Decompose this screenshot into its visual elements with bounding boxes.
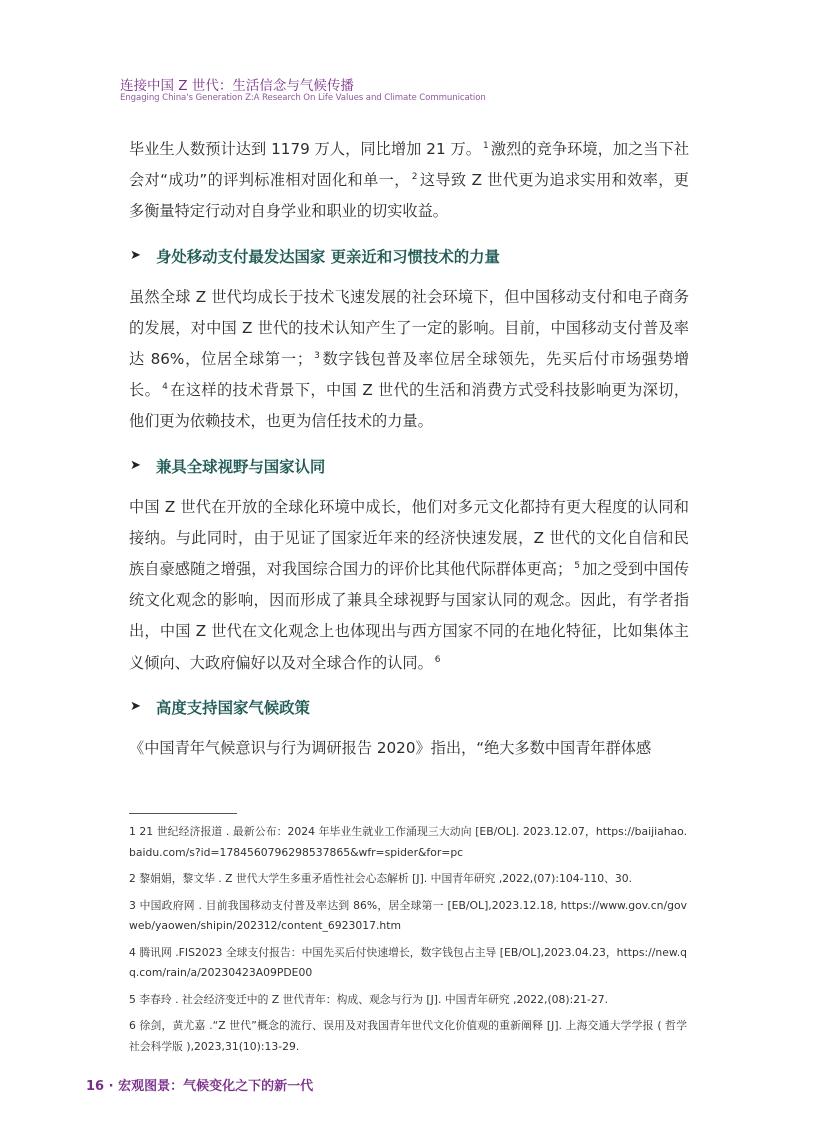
paragraph-text: 毕业生人数预计达到 1179 万人，同比增加 21 万。 [129, 140, 482, 158]
paragraph-2 [129, 282, 689, 438]
arrow-bullet-icon: ➤ [130, 248, 141, 264]
header-subtitle: Engaging China's Generation Z:A Research On Life Values and Climate Communication [120, 93, 486, 103]
paragraph-text: 加之受到中国传统文化观念的影响，因而形成了兼具全球视野与国家认同的观念。因此，有学者指出，中国 Z 世代在文化观念上也体现出与西方国家不同的在地化特征，比如集体主义倾向、大政府偏好以及对全球合作的认同。 [129, 560, 690, 672]
paragraph-text: 中国 Z 世代在开放的全球化环境中成长，他们对多元文化都持有更大程度的认同和接纳。与此同时，由于见证了国家近年来的经济快速发展，Z 世代的文化自信和民族自豪感随之增强，对我国综合国力的评价比其他代际群体更高； [129, 497, 689, 579]
header-title: 连接中国 Z 世代：生活信念与气候传播 [120, 78, 354, 94]
main-content [129, 134, 689, 764]
footnote-ref[interactable]: 1 [483, 141, 489, 151]
paragraph-4: 《中国青年气候意识与行为调研报告 2020》指出，“绝大多数中国青年群体感 [129, 738, 652, 757]
crescent-logo-icon [86, 74, 116, 108]
footnote-ref[interactable]: 6 [434, 654, 441, 665]
footnote-item: 4 腾讯网 .FIS2023 全球支付报告：中国先买后付快速增长，数字钱包占主导 [EB/OL],2023.04.23，https://new.qq.com/rain/a/20230423A09PDE00 [129, 945, 687, 979]
footnote-ref[interactable]: 5 [574, 561, 580, 572]
footnote-item: 5 李春玲 . 社会经济变迁中的 Z 世代青年：构成、观念与行为 [J]. 中国青年研究 ,2022,(08):21-27. [129, 992, 609, 1006]
paragraph-text: 这导致 Z 世代更为追求实用和效率，更多衡量特定行动对自身学业和职业的切实收益。 [129, 171, 689, 221]
arrow-bullet-icon: ➤ [130, 458, 141, 474]
section-heading-text: 身处移动支付最发达国家 更亲近和习惯技术的力量 [156, 247, 500, 266]
footnote-divider [129, 813, 237, 814]
footnote-item: 2 黎娟娟，黎文华 . Z 世代大学生多重矛盾性社会心态解析 [J]. 中国青年研究 ,2022,(07):104-110、30. [129, 872, 633, 885]
section-heading-mobile-payment [129, 241, 689, 271]
footnote-ref[interactable]: 2 [411, 172, 418, 183]
footnote-ref[interactable]: 4 [162, 382, 168, 393]
section-heading-text: 兼具全球视野与国家认同 [156, 457, 326, 476]
footnotes [129, 822, 687, 1063]
footnote-item: 1 21 世纪经济报道 . 最新公布：2024 年毕业生就业工作涌现三大动向 [EB/OL]. 2023.12.07，https://baijiahao.baidu.com/s?id=1784560796298537865&wfr=spider&for=pc [129, 825, 687, 859]
paragraph-text: 数字钱包普及率位居全球领先，先买后付市场强势增长。 [129, 350, 690, 400]
paragraph-text: 在这样的技术背景下，中国 Z 世代的生活和消费方式受科技影响更为深切，他们更为依赖技术，也更为信任技术的力量。 [129, 381, 690, 431]
footnote-ref[interactable]: 3 [314, 351, 320, 362]
paragraph-text: 激烈的竞争环境，加之当下社会对“成功”的评判标准相对固化和单一， [129, 140, 690, 190]
paragraph-1 [129, 134, 689, 228]
page-footer: 16 · 宏观图景：气候变化之下的新一代 [86, 1079, 314, 1094]
paragraph-text: 虽然全球 Z 世代均成长于技术飞速发展的社会环境下，但中国移动支付和电子商务的发展，对中国 Z 世代的技术认知产生了一定的影响。目前，中国移动支付普及率达 86%，位居全球第一； [129, 287, 689, 369]
paragraph-3 [129, 492, 689, 679]
section-heading-climate-policy [129, 692, 689, 722]
section-heading-text: 高度支持国家气候政策 [156, 698, 310, 717]
footnote-item: 3 中国政府网 . 目前我国移动支付普及率达到 86%，居全球第一 [EB/OL],2023.12.18, https://www.gov.cn/govweb/yaowen/shipin/202312/content_6923017.htm [129, 898, 687, 932]
page-header [86, 72, 506, 112]
section-heading-global-vision [129, 451, 689, 481]
footnote-item: 6 徐剑，黄尤嘉 .“Z 世代”概念的流行、误用及对我国青年世代文化价值观的重新阐释 [J]. 上海交通大学学报 ( 哲学社会科学版 ),2023,31(10):13-29. [129, 1019, 687, 1053]
arrow-bullet-icon: ➤ [130, 699, 141, 715]
